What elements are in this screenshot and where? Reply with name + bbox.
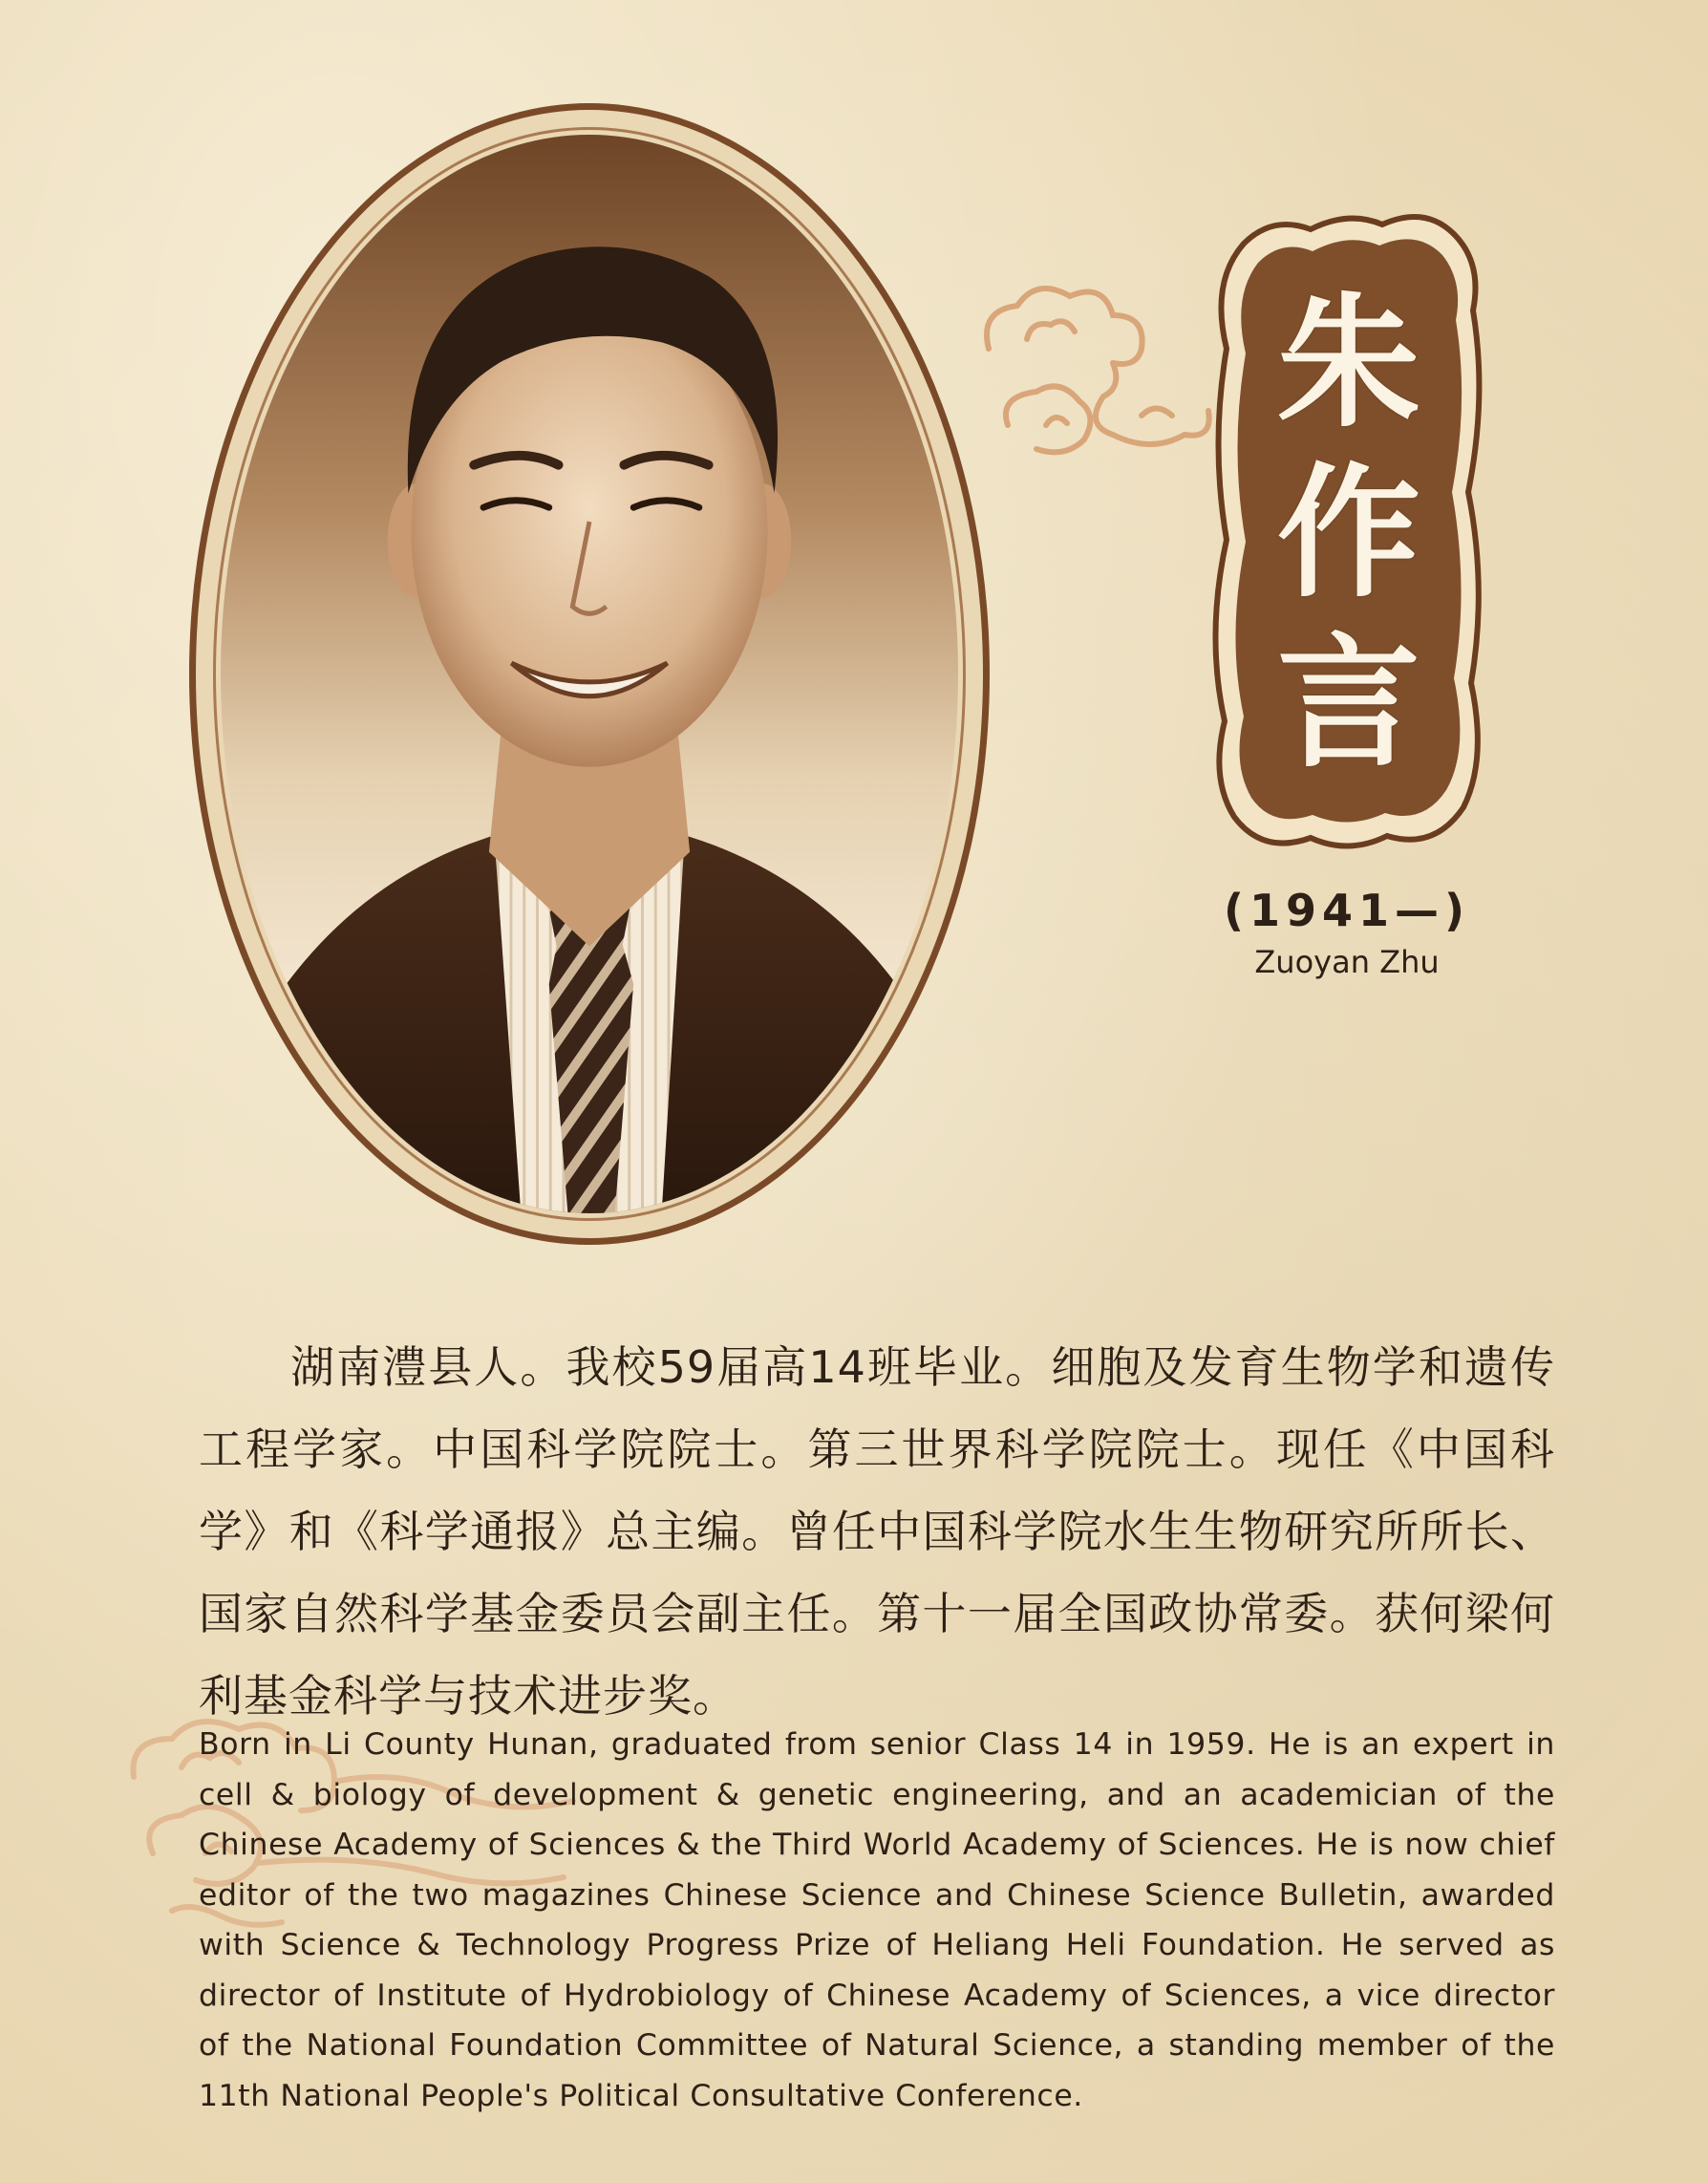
name-char-3: 言 <box>1276 619 1420 787</box>
name-char-1: 朱 <box>1276 279 1420 447</box>
english-name: Zuoyan Zhu <box>1254 944 1440 980</box>
life-years: (1941—) <box>1223 885 1471 936</box>
chinese-name <box>1244 279 1454 787</box>
biography-english: Born in Li County Hunan, graduated from senior Class 14 in 1959. He is an expert in cell & biology of development & genetic engineering, and an academician of the Chinese Academy of Sciences & the Third World Academy of Sciences. He is now chief editor of the two magazines Chinese Science and Chinese Science Bulletin, awarded with Science & Technology Progress Prize of Heliang Heli Foundation. He served as director of Institute of Hydrobiology of Chinese Academy of Sciences, a vice director of the National Foundation Committee of Natural Science, a standing member of the 11th National People's Political Consultative Conference. <box>199 1727 1555 2113</box>
name-char-2: 作 <box>1276 449 1420 617</box>
biography-chinese: 湖南澧县人。我校59届高14班毕业。细胞及发育生物学和遗传工程学家。中国科学院院士。第三世界科学院院士。现任《中国科学》和《科学通报》总主编。曾任中国科学院水生生物研究所所长、国家自然科学基金委员会副主任。第十一届全国政协常委。获何梁何利基金科学与技术进步奖。 <box>199 1341 1555 1722</box>
portrait-photo <box>221 135 958 1213</box>
portrait-illustration <box>221 135 958 1213</box>
cloud-ornament-icon <box>970 272 1218 473</box>
name-plate <box>1206 205 1492 855</box>
portrait-oval-frame <box>189 103 990 1245</box>
